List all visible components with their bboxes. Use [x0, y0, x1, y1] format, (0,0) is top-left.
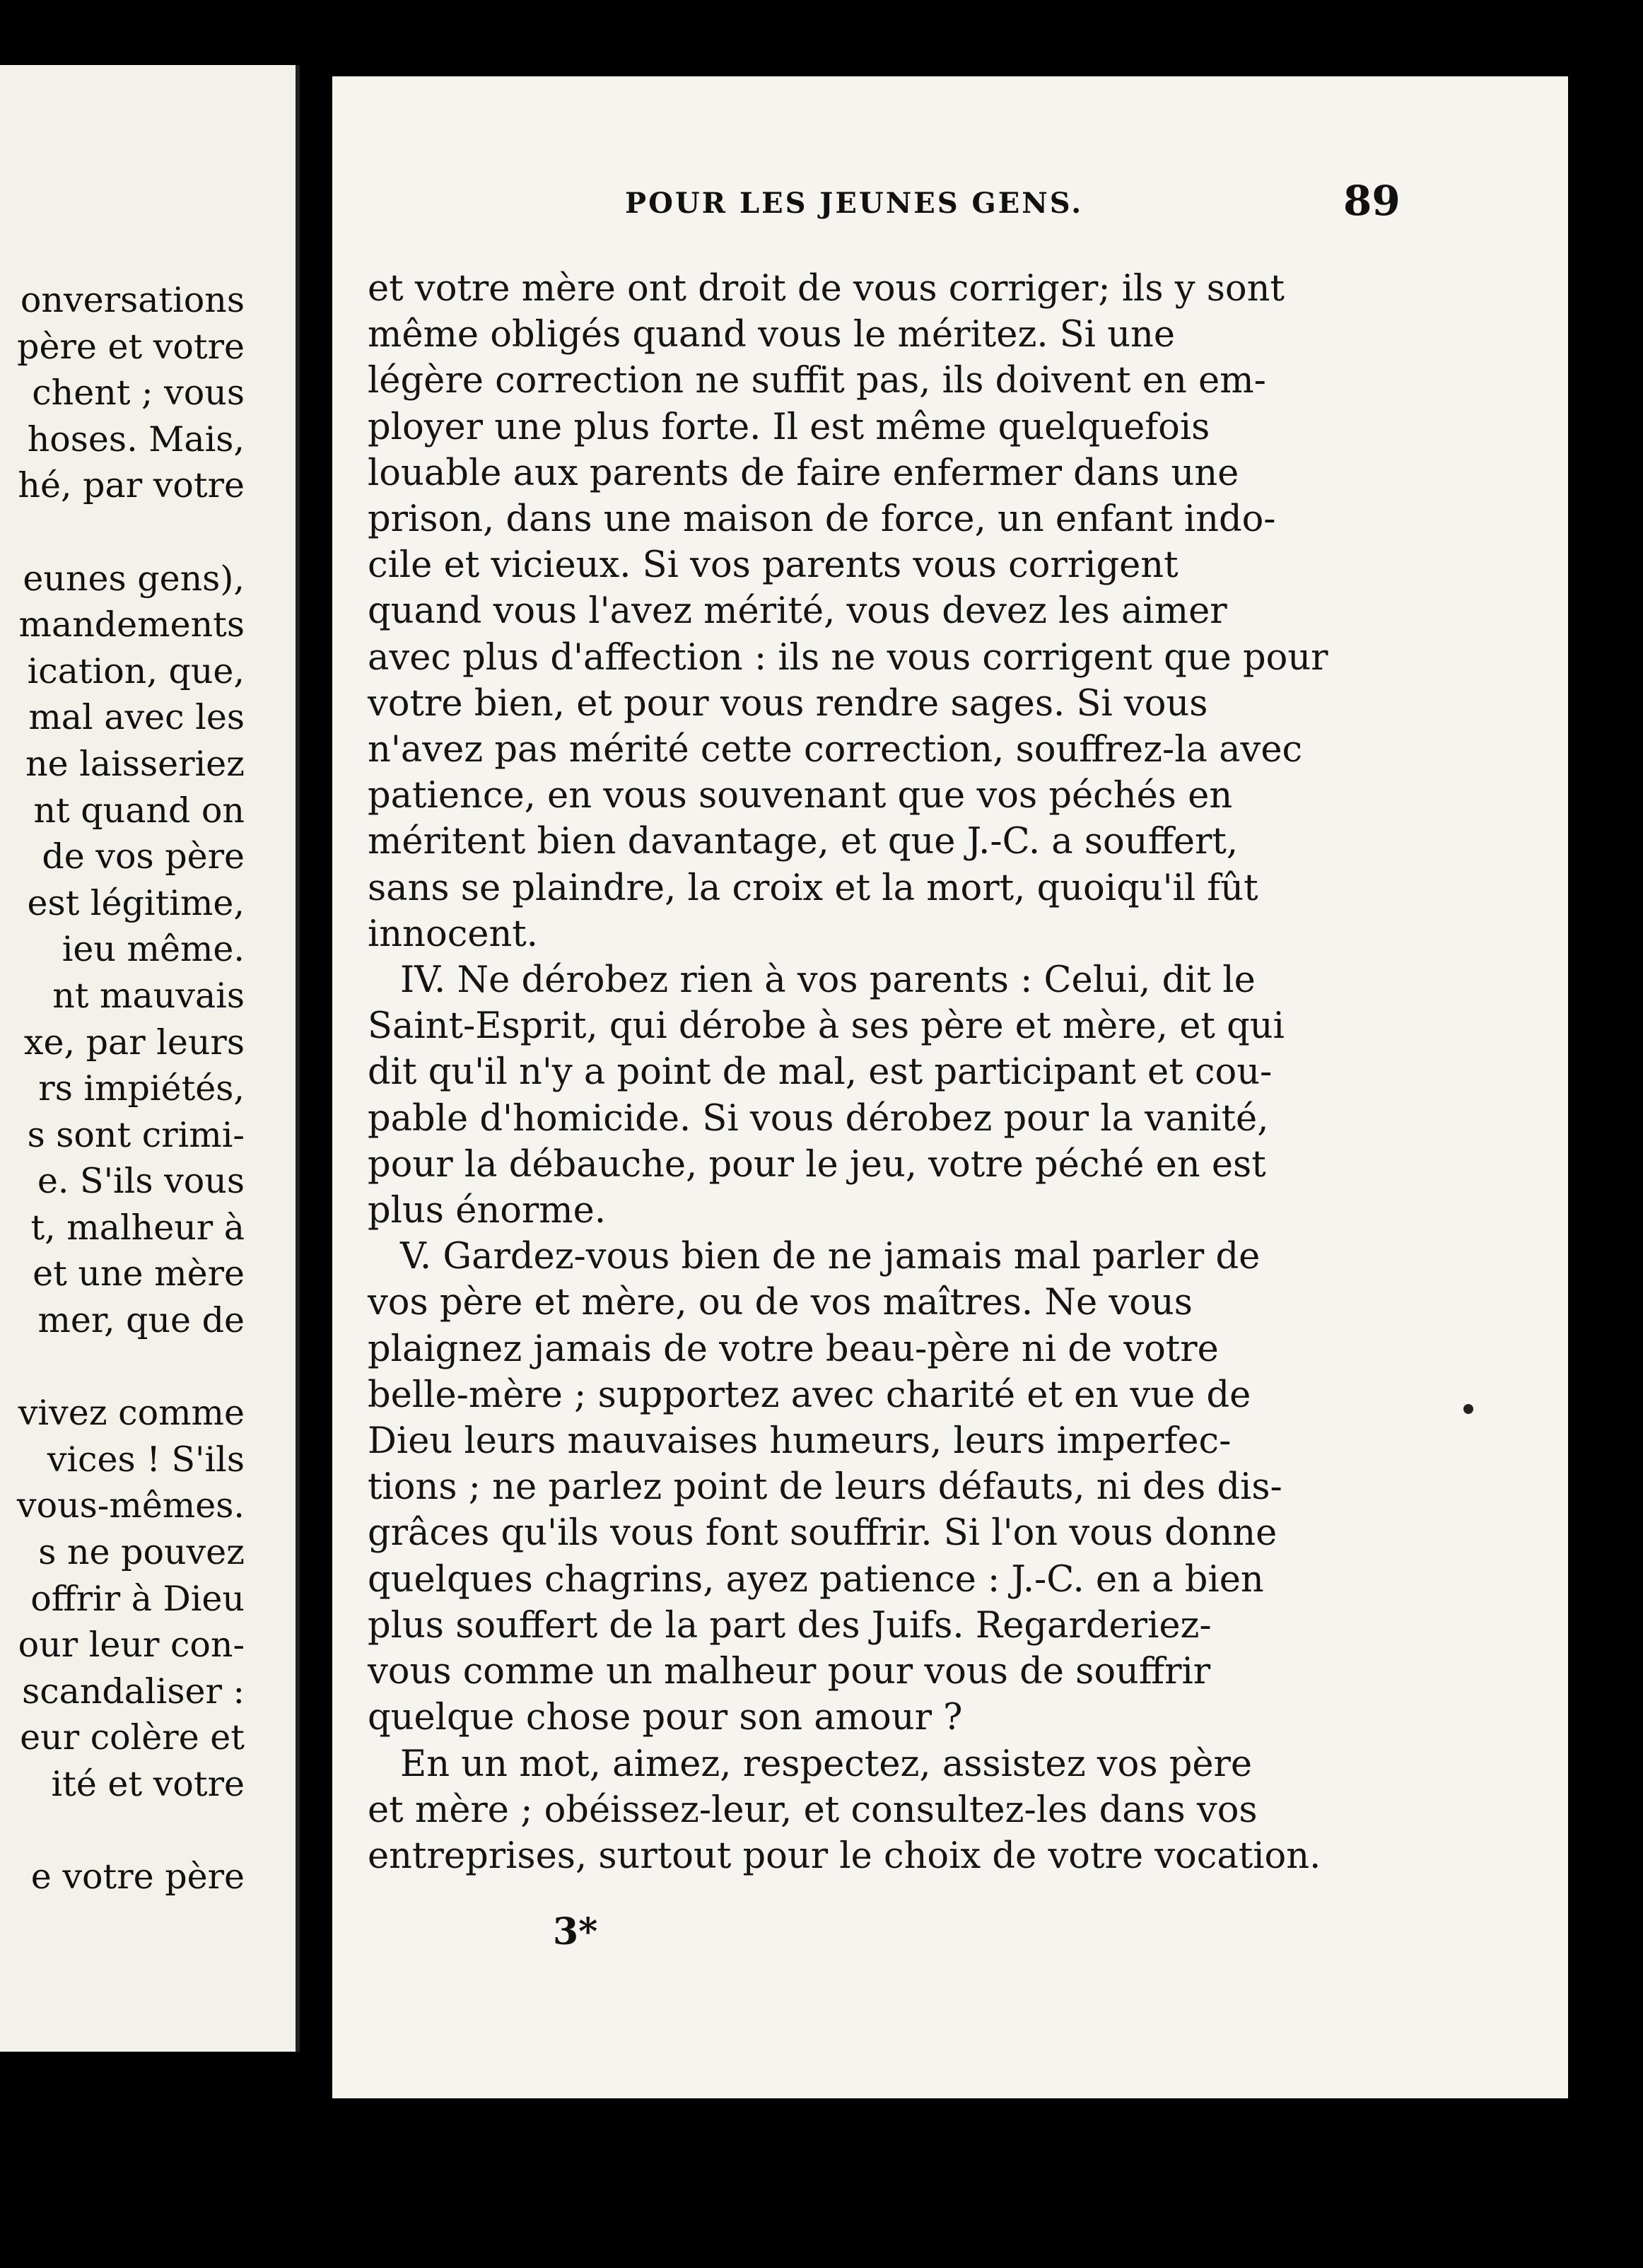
left-page-line: ieu même.	[62, 929, 245, 970]
text-line: dit qu'il n'y a point de mal, est participant et cou-	[368, 1051, 1273, 1094]
text-line: quelque chose pour son amour ?	[368, 1697, 963, 1739]
left-page-line: onversations	[20, 280, 245, 320]
left-facing-page	[0, 65, 300, 2052]
text-line: et mère ; obéissez-leur, et consultez-les dans vos	[368, 1789, 1258, 1831]
left-page-line: scandaliser :	[22, 1671, 245, 1712]
text-line: avec plus d'affection : ils ne vous corrigent que pour	[368, 636, 1328, 679]
left-page-line	[17, 1344, 245, 1391]
body-text	[368, 266, 1400, 1879]
text-line: vous comme un malheur pour vous de souffrir	[368, 1651, 1211, 1693]
text-line: plaignez jamais de votre beau-père ni de votre	[368, 1328, 1219, 1370]
left-page-line: s ne pouvez	[38, 1532, 245, 1573]
left-page-line	[17, 1808, 245, 1854]
text-line: quand vous l'avez mérité, vous devez les aimer	[368, 590, 1227, 633]
left-page-line: ne laisseriez	[25, 743, 245, 784]
page-number: 89	[1343, 177, 1401, 225]
left-page-line: t, malheur à	[30, 1207, 245, 1248]
left-page-line: e votre père	[30, 1857, 245, 1898]
left-page-line: et une mère	[33, 1253, 245, 1294]
left-page-line: our leur con-	[18, 1625, 245, 1666]
text-line: louable aux parents de faire enfermer dans une	[368, 452, 1239, 494]
text-line: votre bien, et pour vous rendre sages. Si vous	[368, 682, 1208, 725]
left-page-line: est légitime,	[27, 882, 245, 923]
text-line: En un mot, aimez, respectez, assistez vos père	[400, 1743, 1253, 1785]
signature-mark: 3*	[553, 1910, 598, 1953]
text-line: méritent bien davantage, et que J.-C. a souffert,	[368, 821, 1239, 863]
speck-mark	[1463, 1404, 1473, 1414]
text-line: grâces qu'ils vous font souffrir. Si l'on vous donne	[368, 1512, 1277, 1555]
left-page-line: chent ; vous	[32, 373, 245, 414]
text-line: IV. Ne dérobez rien à vos parents : Celui, dit le	[400, 959, 1256, 1002]
text-line: légère correction ne suffit pas, ils doivent en em-	[368, 360, 1266, 402]
left-page-line: nt quand on	[33, 790, 245, 831]
left-page-line: xe, par leurs	[23, 1022, 245, 1063]
left-page-line: de vos père	[42, 836, 245, 877]
text-line: n'avez pas mérité cette correction, souffrez-la avec	[368, 729, 1303, 771]
text-line: et votre mère ont droit de vous corriger; ils y sont	[368, 268, 1285, 310]
left-page-line	[17, 509, 245, 556]
text-line: patience, en vous souvenant que vos péchés en	[368, 775, 1233, 817]
left-page-text	[17, 277, 245, 1900]
left-page-line: hoses. Mais,	[27, 419, 245, 460]
right-page	[332, 76, 1568, 2098]
text-line: plus souffert de la part des Juifs. Regarderiez-	[368, 1604, 1212, 1647]
left-page-line: père et votre	[17, 326, 245, 367]
left-page-line: s sont crimi-	[27, 1114, 245, 1155]
text-line: même obligés quand vous le méritez. Si une	[368, 314, 1176, 356]
text-line: cile et vicieux. Si vos parents vous corrigent	[368, 544, 1179, 587]
text-line: plus énorme.	[368, 1190, 607, 1232]
text-line: tions ; ne parlez point de leurs défauts, ni des dis-	[368, 1466, 1282, 1509]
text-line: vos père et mère, ou de vos maîtres. Ne vous	[368, 1282, 1193, 1324]
running-head: POUR LES JEUNES GENS.	[625, 187, 1084, 220]
text-line: pable d'homicide. Si vous dérobez pour la vanité,	[368, 1097, 1269, 1140]
text-line: quelques chagrins, ayez patience : J.-C. en a bien	[368, 1558, 1264, 1601]
left-page-line: rs impiétés,	[38, 1068, 245, 1109]
text-line: pour la débauche, pour le jeu, votre péché en est	[368, 1143, 1266, 1186]
left-page-line: vices ! S'ils	[47, 1439, 245, 1480]
text-line: prison, dans une maison de force, un enfant indo-	[368, 498, 1276, 541]
text-line: sans se plaindre, la croix et la mort, quoiqu'il fût	[368, 867, 1258, 909]
left-page-line: eur colère et	[20, 1717, 245, 1758]
text-line: V. Gardez-vous bien de ne jamais mal parler de	[400, 1236, 1261, 1278]
text-line: innocent.	[368, 913, 539, 955]
text-line: Dieu leurs mauvaises humeurs, leurs imperfec-	[368, 1420, 1232, 1463]
left-page-line: eunes gens),	[23, 558, 245, 599]
text-line: entreprises, surtout pour le choix de votre vocation.	[368, 1835, 1321, 1877]
left-page-line: offrir à Dieu	[30, 1578, 245, 1619]
text-line: ployer une plus forte. Il est même quelquefois	[368, 406, 1210, 448]
text-line: Saint-Esprit, qui dérobe à ses père et mère, et qui	[368, 1005, 1285, 1048]
text-line: belle-mère ; supportez avec charité et en vue de	[368, 1374, 1251, 1416]
left-page-line: vivez comme	[18, 1393, 245, 1434]
left-page-line: vous-mêmes.	[16, 1485, 245, 1526]
left-page-line: e. S'ils vous	[37, 1161, 245, 1202]
left-page-line: mal avec les	[28, 697, 245, 738]
left-page-line: ication, que,	[27, 650, 245, 691]
left-page-line: nt mauvais	[52, 975, 245, 1016]
left-page-line: ité et votre	[51, 1764, 245, 1804]
left-page-line: hé, par votre	[18, 465, 245, 506]
left-page-line: mandements	[18, 604, 245, 645]
left-page-line: mer, que de	[37, 1300, 245, 1341]
